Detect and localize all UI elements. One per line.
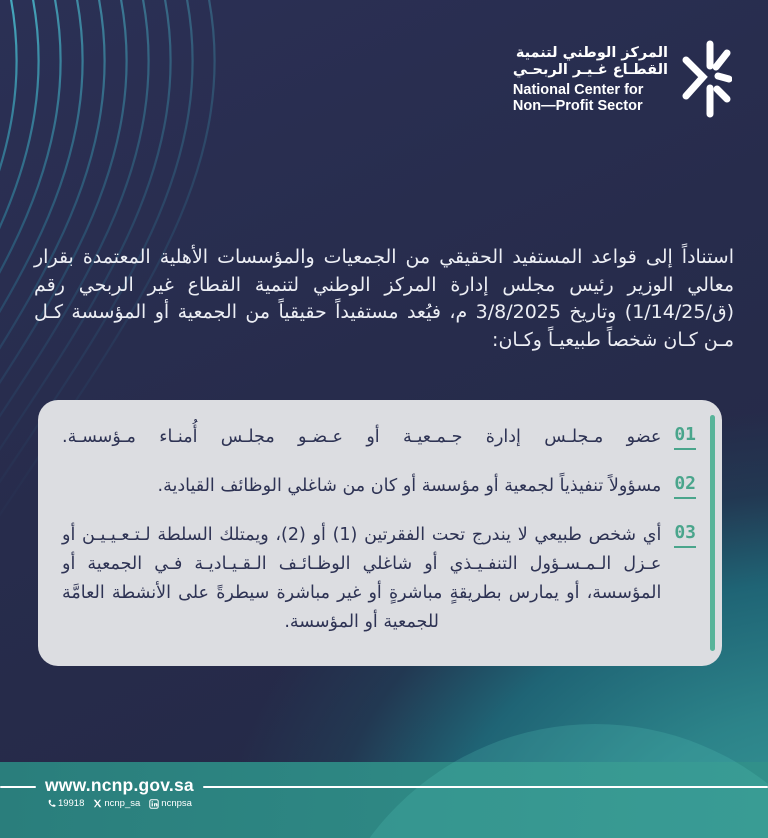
linkedin-handle[interactable] (149, 798, 192, 809)
footer-contact-block (45, 775, 194, 809)
item-text: مسؤولاً تنفيذياً لجمعية أو مؤسسة أو كان من شاغلي الوظائف القيادية. (157, 476, 662, 496)
item-text: أي شخص طبيعي لا يندرج تحت الفقرتين (1) أو (2)، ويمتلك السلطة لـتـعـيـيـن أو عـزل الـمـسـؤول التنفـيـذي أو شاغلي الوظـائـف الـقـيـاديـة فـي الجمعية أو المؤسسة، أو يمارس بطريقةٍ مباشرةٍ أو غير مباشرة سيطرةً على الأنشطة العامَّة للجمعية أو المؤسسة. (62, 525, 662, 632)
website-link[interactable]: www.ncnp.gov.sa (45, 775, 194, 795)
footer (0, 762, 768, 838)
card-accent-bar (710, 415, 715, 651)
ncnp-star-icon (680, 40, 732, 118)
list-item (62, 472, 696, 501)
list-item (62, 521, 696, 637)
x-twitter-icon (93, 799, 102, 808)
item-number: 03 (674, 521, 696, 548)
intro-paragraph: استناداً إلى قواعد المستفيد الحقيقي من الجمعيات والمؤسسات الأهلية المعتمدة بقرار معالي الوزير رئيس مجلس إدارة المركز الوطني لتنمية القطاع غير الربحي رقم (ق/1/14/25) وتاريخ 3/8/2025 م، فيُعد مستفيداً حقيقياً من الجمعية أو المؤسسة كـل مـن كـان شخصاً طبيعيـاً وكـان: (34, 246, 734, 351)
twitter-name: ncnp_sa (104, 798, 141, 809)
logo-arabic-line2: القطـاع غـيـر الربحـي (512, 61, 668, 78)
logo-arabic-line1: المركز الوطني لتنمية (515, 44, 668, 61)
definitions-card (38, 400, 722, 666)
item-number: 01 (674, 423, 696, 450)
phone-contact[interactable] (47, 798, 84, 809)
linkedin-icon (149, 799, 159, 809)
footer-divider-left (0, 786, 36, 788)
item-number: 02 (674, 472, 696, 499)
twitter-handle[interactable] (93, 798, 140, 809)
logo-english-line1: National Center for (512, 81, 644, 98)
phone-icon (47, 799, 56, 808)
ncnp-logo (513, 40, 732, 118)
item-text: عضو مـجلـس إدارة جـمـعيـة أو عـضـو مجلـس أُمنـاء مـؤسسـة. (62, 427, 662, 447)
footer-divider-right (203, 786, 768, 788)
social-links (45, 798, 194, 809)
phone-number: 19918 (57, 798, 85, 809)
list-item (62, 423, 696, 452)
linkedin-name: ncnpsa (161, 798, 192, 809)
logo-english-line2: Non—Profit Sector (512, 97, 643, 114)
definitions-list (62, 423, 696, 637)
ncnp-logo-text (513, 45, 668, 114)
